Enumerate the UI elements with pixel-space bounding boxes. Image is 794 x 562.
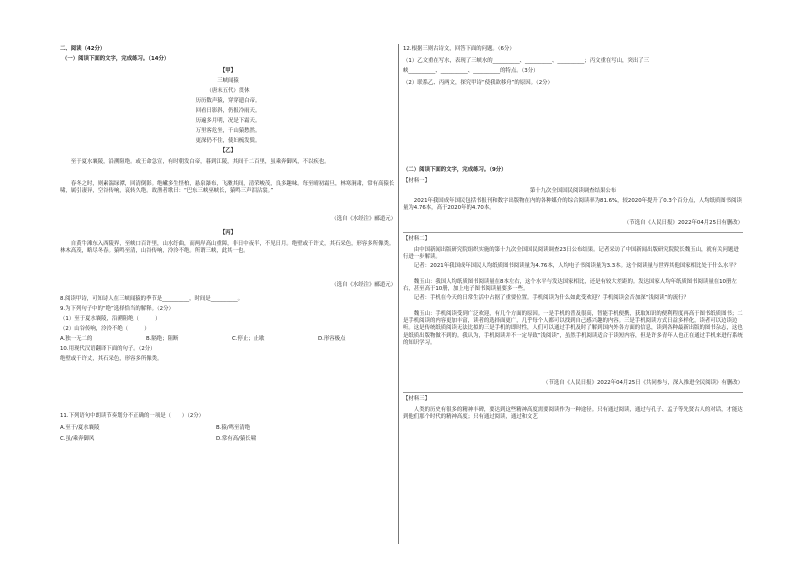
material-2-paragraph-2: 记者：2021年我国成年国民人均纸质图书阅读量为4.76本，人均电子书阅读量为3.3本。这个阅读量与世界其他国家相比处于什么水平？: [413, 263, 740, 269]
material-2-paragraph-1: 由中国新闻出版研究院组织实施的第十九次全国国民阅读调查23日公布结果。记者采访了中国新闻出版研究院院长魏玉山，就有关问题进行进一步解读。: [403, 247, 739, 261]
question-9-item-1: （1）至于夏水襄陵，沿溯阻绝（ ）: [60, 316, 161, 322]
section-title: 二、阅读（42分）: [60, 46, 106, 52]
question-11-option-d: D.常有高/猿长啸: [216, 436, 257, 442]
material-2-label: 【材料二】: [403, 236, 430, 242]
part2-title: （二）阅读下面的文字，完成练习。（9分）: [403, 167, 507, 173]
jia-label: 【甲】: [219, 68, 237, 74]
question-11-option-a: A.至于/夏水襄陵: [60, 425, 100, 431]
question-9-option-d: D.形容极点: [318, 336, 346, 342]
question-12-1-line-2: 峡__________、__________、__________的特点。（3分）: [403, 68, 539, 74]
material-2-paragraph-3: 魏玉山：我国人均纸质图书阅读量在8本左右，这个水平与发达国家相比，还是有较大差距的。发达国家人均年纸质图书阅读量在10册左右，甚至高于10册，加上电子图书阅读量要多一些。: [403, 279, 737, 293]
column-divider: [398, 44, 399, 544]
question-12-2: （2）联系乙、丙两文，探究甲诗“使我欲移舟”的原因。（2分）: [403, 80, 553, 86]
material-2-paragraph-5: 魏玉山：手机阅读受到广泛欢迎，有几个方面的原因。一是手机的普及很高，智能手机便携，获取知识的便利程度再高于图书纸质图书；二是手机阅读的内容更加丰富，读者的选择面更广，几乎每个人都可以找到自己感兴趣的内容。三是手机阅读方式日益多样化，读者可以边读边听。这是传统纸质阅读无法比拟的三是手机的即时性，人们可以通过手机及时了解到国内外各方面的信息，读到各种最新出版的图书杂志，这也是纸质出版物做不到的。我认为，手机阅读并不一定导致“浅阅读”，虽然手机阅读适合于读短内容，但是许多青年人也正在通过手机来进行系统的知识学习。: [403, 311, 743, 346]
question-12-1-line-1: （1）乙文重在写水，表现了三峡水的__________、__________、__________；丙文重在写山，突出了三: [403, 58, 650, 64]
separator-line: [403, 232, 743, 233]
part1-title: （一）阅读下面的文字，完成练习。（14分）: [62, 56, 170, 62]
separator-line: [403, 392, 743, 393]
poem-author: （唐末五代）贯休: [206, 88, 250, 94]
question-11-option-b: B.猿/鸣至清绝: [216, 425, 251, 431]
bing-paragraph: 自黄牛滩东入西陵界，至峡口百许里，山水纡曲，而两岸高山重障，非日中夜半，不见日月。绝壁或千许丈，其石采色，形容多所像类。林木高茂，略尽冬春。猿鸣至清，山谷传响，泠泠不绝。所谓三峡，此其一也。: [60, 241, 395, 255]
question-12: 12.根据三则古诗文，回答下面的问题。（6分）: [403, 46, 515, 52]
question-11: 11.下列语句中朗读节奏划分不正确的一项是（ ）（2分）: [60, 413, 205, 419]
bing-source: （选自《水经注》郦道元）: [331, 282, 396, 288]
poem-line: 回看日影斜，仍报冷雨天。: [195, 108, 261, 114]
question-9-option-a: A.独一无二的: [60, 336, 93, 342]
yi-paragraph-2: 春冬之时，则素湍绿潭，回清倒影。绝𪩘多生怪柏，悬泉瀑布，飞漱其间，清荣峻茂，良多趣味。每至晴初霜旦，林寒涧肃，常有高猿长啸，属引凄异，空谷传响，哀转久绝。故渔者歌曰：“巴东三峡巫峡长，猿鸣三声泪沾裳。”: [60, 181, 395, 195]
question-10-sentence: 绝壁或千许丈，其石采色，形容多所像类。: [60, 356, 163, 362]
material-2-source: （节选自《人民日报》2022年04月25日《共同参与，深入推进全民阅读》有删改）: [543, 380, 743, 386]
material-2-paragraph-4: 记者：手机在今天的日常生活中占据了重要位置。手机阅读为什么如此受欢迎？手机阅读会否加深“浅阅读”的流行？: [413, 295, 689, 301]
question-11-option-c: C.虽/乘奔御风: [60, 436, 95, 442]
poem-line: 历历数声猿，穿穿遗白帝。: [195, 98, 261, 104]
question-9-item-2: （2）山谷传响，泠泠不绝（ ）: [60, 326, 150, 332]
yi-label: 【乙】: [219, 148, 237, 154]
material-1-source: （节选自《人民日报》2022年04月25日有删改）: [623, 220, 743, 226]
poem-line: 万里客危坐，千山猿愁然。: [195, 128, 261, 134]
question-9-option-b: B.隔绝；阻断: [146, 336, 179, 342]
yi-paragraph-1: 至于夏水襄陵，沿溯阻绝。或王命急宣，有时朝发白帝，暮到江陵，其间千二百里，虽乘奔御风，不以疾也。: [70, 159, 330, 165]
question-8: 8.阅读甲诗，可知诗人在三峡闻猿的季节是__________，时间是__________。: [60, 296, 244, 302]
question-10: 10.用现代汉语翻译下面的句子。（2分）: [60, 346, 156, 352]
poem-line: 更深仍不住，使妇梳发鬓。: [195, 138, 261, 144]
question-9: 9.为下列句子中的“绝”选择恰当的解释。（2分）: [60, 306, 174, 312]
bing-label: 【丙】: [219, 230, 237, 236]
material-1-paragraph: 2021年我国成年国民包括书报刊和数字出版物在内的各种媒介的综合阅读率为81.6%，较2020年提升了0.3个百分点，人均纸质图书阅读量为4.76本，高于2020年的4.70本。: [403, 198, 742, 212]
material-3-label: 【材料三】: [403, 396, 430, 402]
yi-source: （选自《水经注》郦道元）: [331, 216, 396, 222]
poem-title: 三峡闻猿: [217, 78, 239, 84]
poem-line: 历遍多月明，况是下霜天。: [195, 118, 261, 124]
material-1-title: 第十九次全国国民阅读调查结果公布: [529, 188, 617, 194]
material-1-label: 【材料一】: [403, 178, 430, 184]
question-9-option-c: C.停止；止歇: [232, 336, 265, 342]
material-3-paragraph: 人类的历史有很多的精神丰碑，要达到这些精神高度需要阅读作为一种途径。只有通过阅读，通过与孔子、孟子等先贤古人的对话，才能达到他们那个时代的精神高度；只有通过阅读，通过和文艺: [403, 407, 743, 421]
